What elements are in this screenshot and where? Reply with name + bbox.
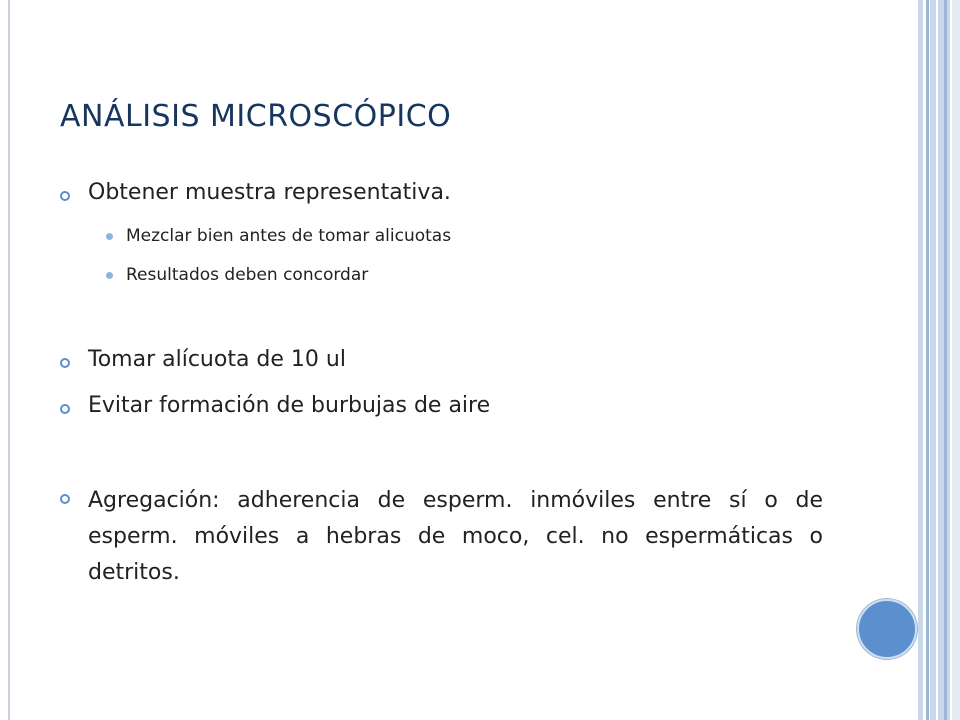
- decorative-stripe: [918, 0, 923, 720]
- bullet-text: Tomar alícuota de 10 ul: [88, 347, 346, 372]
- ring-bullet-icon: [60, 494, 70, 504]
- slide-title: ANÁLISIS MICROSCÓPICO: [60, 99, 452, 134]
- dot-bullet-icon: [106, 233, 113, 240]
- decorative-stripe: [926, 0, 929, 720]
- decorative-stripe: [944, 0, 947, 720]
- bullet-paragraph: Agregación: adherencia de esperm. inmóviles entre sí o de esperm. móviles a hebras de moco, cel. no espermáticas o detritos.: [88, 488, 823, 585]
- bullet-text: Obtener muestra representativa.: [88, 180, 451, 205]
- decorative-stripe: [930, 0, 936, 720]
- ring-bullet-icon: [60, 404, 70, 414]
- sub-bullet-text: Resultados deben concordar: [126, 265, 369, 285]
- dot-bullet-icon: [106, 272, 113, 279]
- decorative-circle: [857, 599, 917, 659]
- bullet-text: Evitar formación de burbujas de aire: [88, 393, 491, 418]
- left-border-line: [8, 0, 10, 720]
- ring-bullet-icon: [60, 191, 70, 201]
- sub-bullet-text: Mezclar bien antes de tomar alicuotas: [126, 226, 452, 246]
- ring-bullet-icon: [60, 358, 70, 368]
- decorative-stripe: [952, 0, 960, 720]
